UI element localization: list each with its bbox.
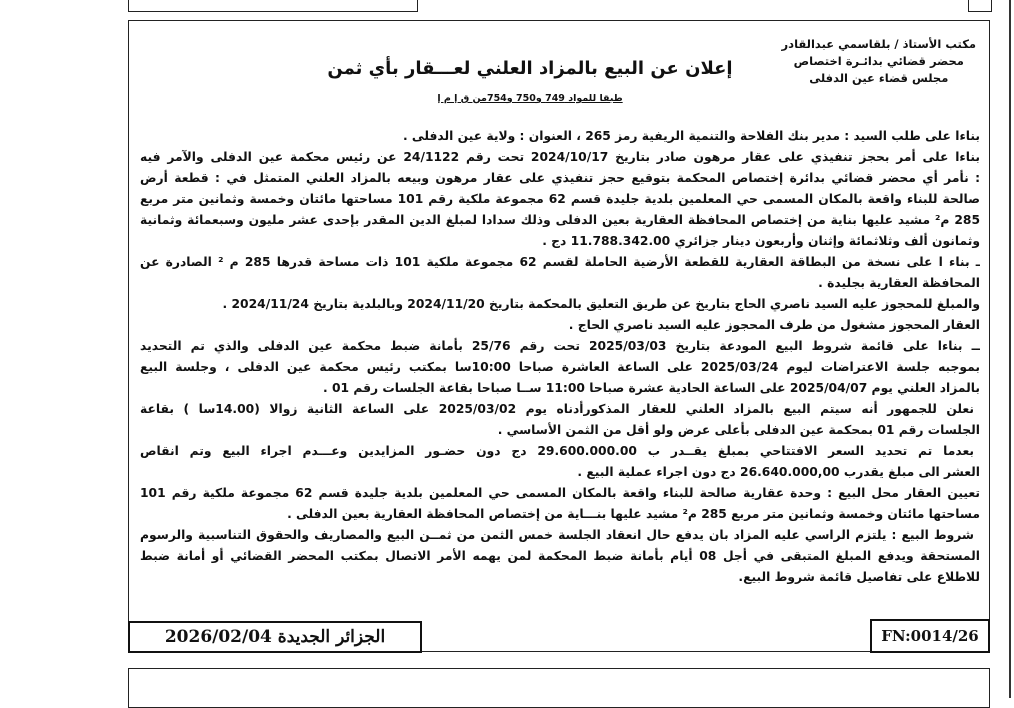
body-line: وثمانون ألف وثلاثمائة وإثنان وأربعون دينار جزائري 11.788.342.00 دج . bbox=[542, 234, 980, 248]
body-line: بناءا على أمر بحجز تنفيذي على عقار مرهون صادر بتاريخ 2024/10/17 تحت رقم 24/1122 عن رئيس محكمة عين الدفلى والآمر فيه bbox=[140, 150, 980, 164]
previous-notice-box bbox=[128, 0, 418, 12]
body-line: بالمزاد العلني يوم 2025/04/07 على الساعة الحادية عشرة صباحا 11:00 ســا صباحا بقاعة الجلسات رقم 01 . bbox=[322, 381, 980, 395]
office-line: مكتب الأستاذ / بلقاسمي عبدالقادر bbox=[781, 37, 976, 51]
body-line: ــ بناءا على قائمة شروط البيع المودعة بتاريخ 2025/03/03 تحت رقم 25/76 بأمانة ضبط محكمة عين الدفلى والذي تم التحديد bbox=[140, 339, 980, 353]
body-line: للاطلاع على تفاصيل قائمة شروط البيع. bbox=[738, 570, 980, 584]
body-line: 285 م² مشيد عليها بناية من إختصاص المحافظة العقارية بعين الدفلى وذلك سدادا لمبلغ الدين المقدر بإحدى عشر مليون وسبعمائة وثمانية bbox=[140, 213, 980, 227]
body-line: المستحقة ويدفع المبلغ المتبقى في أجل 08 أيام بأمانة ضبط المحكمة لمن يهمه الأمر الاتصال بمكتب المحضر القضائي أو أمانة ضبط bbox=[140, 549, 980, 563]
office-line: محضر قضائي بدائـرة اختصاص bbox=[793, 54, 964, 68]
previous-notice-box-right bbox=[968, 0, 992, 12]
publication-date-box: الجزائر الجديدة 2026/02/04 bbox=[128, 621, 422, 653]
body-line: مساحتها مائتان وخمسة وثمانين متر مربع 285 م² مشيد عليها بنـــاية من إختصاص المحافظة العقارية بعين الدفلى . bbox=[287, 507, 980, 521]
body-line: شروط البيع : يلتزم الراسي عليه المزاد بان يدفع حال انعقاد الجلسة خمس الثمن من ثمــن البيع والمصاريف والحقوق التناسبية والرسوم bbox=[140, 528, 974, 542]
column-divider bbox=[1009, 0, 1011, 698]
next-notice-box bbox=[128, 668, 990, 708]
body-line: صالحة للبناء واقعة بالمكان المسمى حي المعلمين بلدية جليدة قسم 62 مجموعة ملكية رقم 101 مساحتها مائتان وخمسة وثمانين متر مربع bbox=[140, 192, 980, 206]
body-line: : نأمر أي محضر قضائي بدائرة إختصاص المحكمة بتوقيع حجز تنفيذي على عقار مرهون وبيعه بالمزاد العلني المتمثل في : قطعة أرض bbox=[140, 171, 980, 185]
body-line: بموجبه جلسة الاعتراضات ليوم 2025/03/24 على الساعة العاشرة صباحا 10:00سا بمكتب رئيس محكمة عين الدفلى ، وجلسة البيع bbox=[140, 360, 980, 374]
body-line: بناءا على طلب السيد : مدير بنك الفلاحة والتنمية الريفية رمز 265 ، العنوان : ولاية عين الدفلى . bbox=[402, 129, 980, 143]
body-line: بعدما تم تحديد السعر الافتتاحي بمبلغ يقــدر ب 29.600.000.00 دج دون حضـور المزايدين وعـــدم اجراء البيع وتم انقاص bbox=[140, 444, 974, 458]
body-line: العشر الى مبلغ يقدرب 26.640.000,00 دج دون اجراء عملية البيع . bbox=[577, 465, 980, 479]
body-line: العقار المحجوز مشغول من طرف المحجوز عليه السيد ناصري الحاج . bbox=[568, 318, 980, 332]
body-line: الجلسات رقم 01 بمحكمة عين الدفلى بأعلى عرض ولو أقل من الثمن الأساسي . bbox=[497, 423, 980, 437]
body-line: ـ بناء ا على نسخة من البطاقة العقارية للقطعة الأرضية الحاملة لقسم 62 مجموعة ملكية 101 ذات مساحة قدرها 285 م ² الصادرة عن bbox=[140, 255, 980, 269]
body-line: والمبلغ للمحجوز عليه السيد ناصري الحاج بتاريخ عن طريق التعليق بالمحكمة بتاريخ 2024/11/20 وبالبلدية بتاريخ 2024/11/24 . bbox=[222, 297, 980, 311]
notice-title: إعلان عن البيع بالمزاد العلني لعـــقار بأي ثمن bbox=[327, 58, 733, 79]
bailiff-office bbox=[782, 36, 976, 87]
body-line: نعلن للجمهور أنه سيتم البيع بالمزاد العلني للعقار المذكورأدناه يوم 2025/03/02 على الساعة الثانية زوالا (14.00سا ) بقاعة bbox=[140, 402, 974, 416]
body-line: تعيين العقار محل البيع : وحدة عقارية صالحة للبناء واقعة بالمكان المسمى حي المعلمين بلدية جليدة قسم 62 مجموعة ملكية رقم 101 bbox=[140, 486, 980, 500]
notice-subtitle: طبقا للمواد 749 و750 و754من ق إ م إ bbox=[437, 93, 623, 104]
body-line: المحافظة العقارية بجليدة . bbox=[818, 276, 980, 290]
notice-body bbox=[140, 126, 980, 588]
office-line: مجلس قضاء عين الدفلى bbox=[809, 71, 949, 85]
reference-number-box: FN:0014/26 bbox=[870, 619, 990, 653]
